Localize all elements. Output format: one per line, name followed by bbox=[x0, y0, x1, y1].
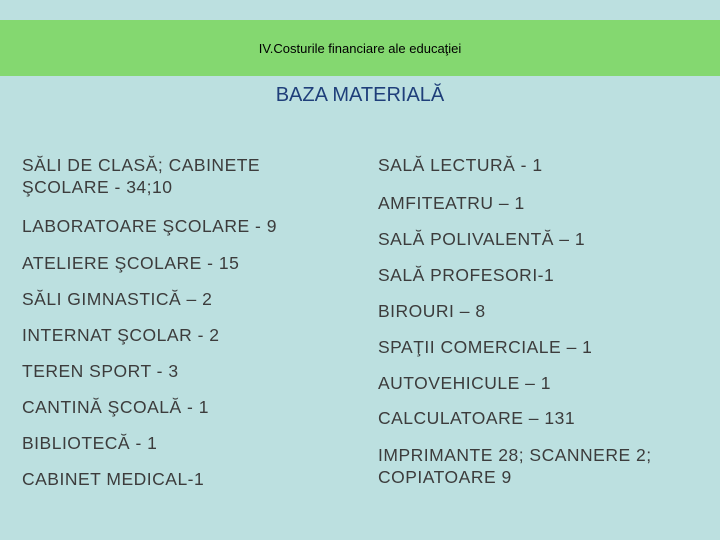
list-item: SALĂ LECTURĂ - 1 bbox=[378, 155, 543, 175]
slide-title: BAZA MATERIALĂ bbox=[275, 84, 445, 106]
list-item: IMPRIMANTE 28; SCANNERE 2; COPIATOARE 9 bbox=[378, 445, 652, 487]
list-item: TEREN SPORT - 3 bbox=[22, 361, 179, 381]
list-item: SALĂ PROFESORI-1 bbox=[378, 265, 555, 285]
list-item: CALCULATOARE – 131 bbox=[378, 408, 576, 428]
list-item: SPAŢII COMERCIALE – 1 bbox=[378, 337, 593, 357]
list-item: AUTOVEHICULE – 1 bbox=[378, 373, 552, 393]
list-item: CABINET MEDICAL-1 bbox=[22, 469, 205, 489]
list-item: INTERNAT ŞCOLAR - 2 bbox=[22, 325, 220, 345]
list-item: SĂLI DE CLASĂ; CABINETE ŞCOLARE - 34;10 bbox=[22, 155, 261, 197]
list-item: AMFITEATRU – 1 bbox=[378, 193, 525, 213]
list-item: BIROURI – 8 bbox=[378, 301, 486, 321]
header-bar bbox=[0, 20, 720, 76]
list-item: BIBLIOTECĂ - 1 bbox=[22, 433, 158, 453]
list-item: SALĂ POLIVALENTĂ – 1 bbox=[378, 229, 586, 249]
list-item: SĂLI GIMNASTICĂ – 2 bbox=[22, 289, 213, 309]
list-item: LABORATOARE ŞCOLARE - 9 bbox=[22, 216, 277, 236]
list-item: ATELIERE ŞCOLARE - 15 bbox=[22, 253, 240, 273]
header-title: IV.Costurile financiare ale educaţiei bbox=[258, 41, 462, 56]
list-item: CANTINĂ ŞCOALĂ - 1 bbox=[22, 397, 209, 417]
